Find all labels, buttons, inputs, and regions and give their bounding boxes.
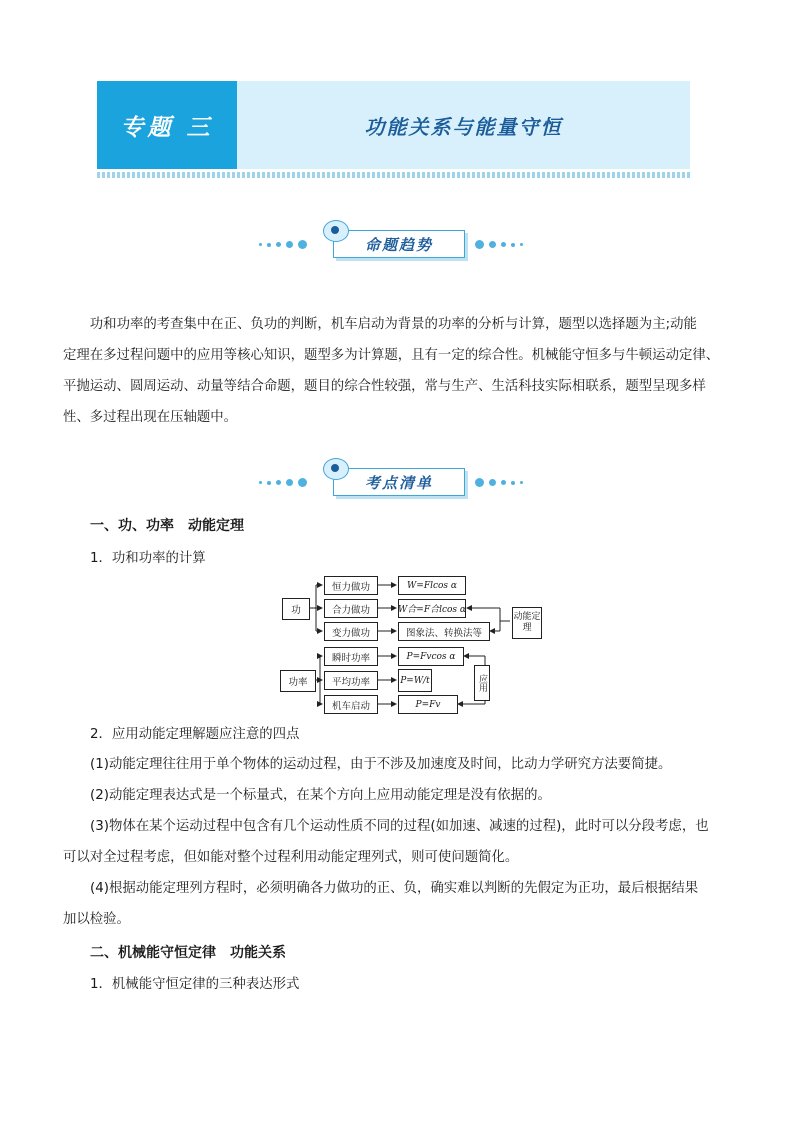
note-line: (1)动能定理往往用于单个物体的运动过程，由于不涉及加速度及时间，比动力学研究方法要简捷。 [90, 757, 672, 772]
paragraph-line: 平抛运动、圆周运动、动量等结合命题，题目的综合性较强，常与生产、生活科技实际相联系，题型呈现多样 [63, 379, 706, 394]
formula-instant-power: P=Fvcos α [398, 647, 464, 666]
part1-item1: 1．功和功率的计算 [90, 551, 206, 566]
node-work: 功 [282, 598, 310, 620]
topic-banner [97, 81, 690, 169]
node-constant-force-work: 恒力做功 [324, 576, 378, 595]
note-line: (3)物体在某个运动过程中包含有几个运动性质不同的过程(如加速、减速的过程)，此时可以分段考虑，也 [90, 819, 709, 834]
note-line: 加以检验。 [63, 912, 130, 927]
formula-average-power: P=W/t [398, 669, 432, 692]
node-instant-power: 瞬时功率 [324, 647, 378, 666]
left-dots-decoration [259, 240, 307, 249]
node-power: 功率 [280, 670, 316, 692]
node-kinetic-theorem: 动能定理 [512, 607, 542, 639]
paragraph-line: 性、多过程出现在压轴题中。 [63, 410, 238, 425]
node-variable-force-work: 变力做功 [324, 622, 378, 641]
right-dots-decoration [475, 240, 523, 249]
formula-net-work: W合=F合lcos α [398, 599, 466, 618]
notes-block-4 [90, 873, 730, 904]
formula-variable-work: 图象法、转换法等 [398, 622, 490, 641]
left-dots-decoration [259, 478, 307, 487]
note-line: 可以对全过程考虑，但如能对整个过程利用动能定理列式，则可使问题简化。 [63, 850, 519, 865]
part1-item2: 2．应用动能定理解题应注意的四点 [90, 727, 300, 742]
page-title: 功能关系与能量守恒 [364, 114, 563, 139]
node-net-force-work: 合力做功 [324, 599, 378, 618]
notes-block-4-continued [63, 904, 730, 935]
section-heading-trend [255, 222, 535, 262]
paragraph-line: 定理在多过程问题中的应用等核心知识，题型多为计算题，且有一定的综合性。机械能守恒多与牛顿运动定律、 [63, 348, 720, 363]
trend-heading-label: 命题趋势 [333, 230, 465, 258]
section-heading-checklist [255, 460, 535, 500]
node-apply: 应用 [474, 665, 490, 701]
part2-heading: 二、机械能守恒定律 功能关系 [90, 945, 286, 961]
eye-icon [323, 458, 349, 480]
checklist-heading-label: 考点清单 [333, 468, 465, 496]
note-line: (4)根据动能定理列方程时，必须明确各力做功的正、负，确实难以判断的先假定为正功，最后根据结果 [90, 881, 699, 896]
work-power-diagram [278, 573, 544, 713]
notes-block-continued [63, 842, 730, 873]
node-engine-start: 机车启动 [324, 695, 378, 714]
node-average-power: 平均功率 [324, 671, 378, 690]
part1-heading: 一、功、功率 动能定理 [90, 518, 244, 534]
banner-divider [97, 172, 690, 178]
notes-block [90, 749, 730, 842]
right-dots-decoration [475, 478, 523, 487]
trend-paragraph [63, 309, 730, 433]
topic-label: 专题 三 [97, 81, 237, 169]
formula-constant-work: W=Flcos α [398, 576, 466, 595]
part2-item1: 1．机械能守恒定律的三种表达形式 [90, 977, 300, 992]
formula-engine-power: P=Fv [398, 695, 458, 714]
note-line: (2)动能定理表达式是一个标量式，在某个方向上应用动能定理是没有依据的。 [90, 788, 551, 803]
paragraph-line: 功和功率的考查集中在正、负功的判断，机车启动为背景的功率的分析与计算，题型以选择题为主;动能 [89, 317, 697, 332]
eye-icon [323, 220, 349, 242]
